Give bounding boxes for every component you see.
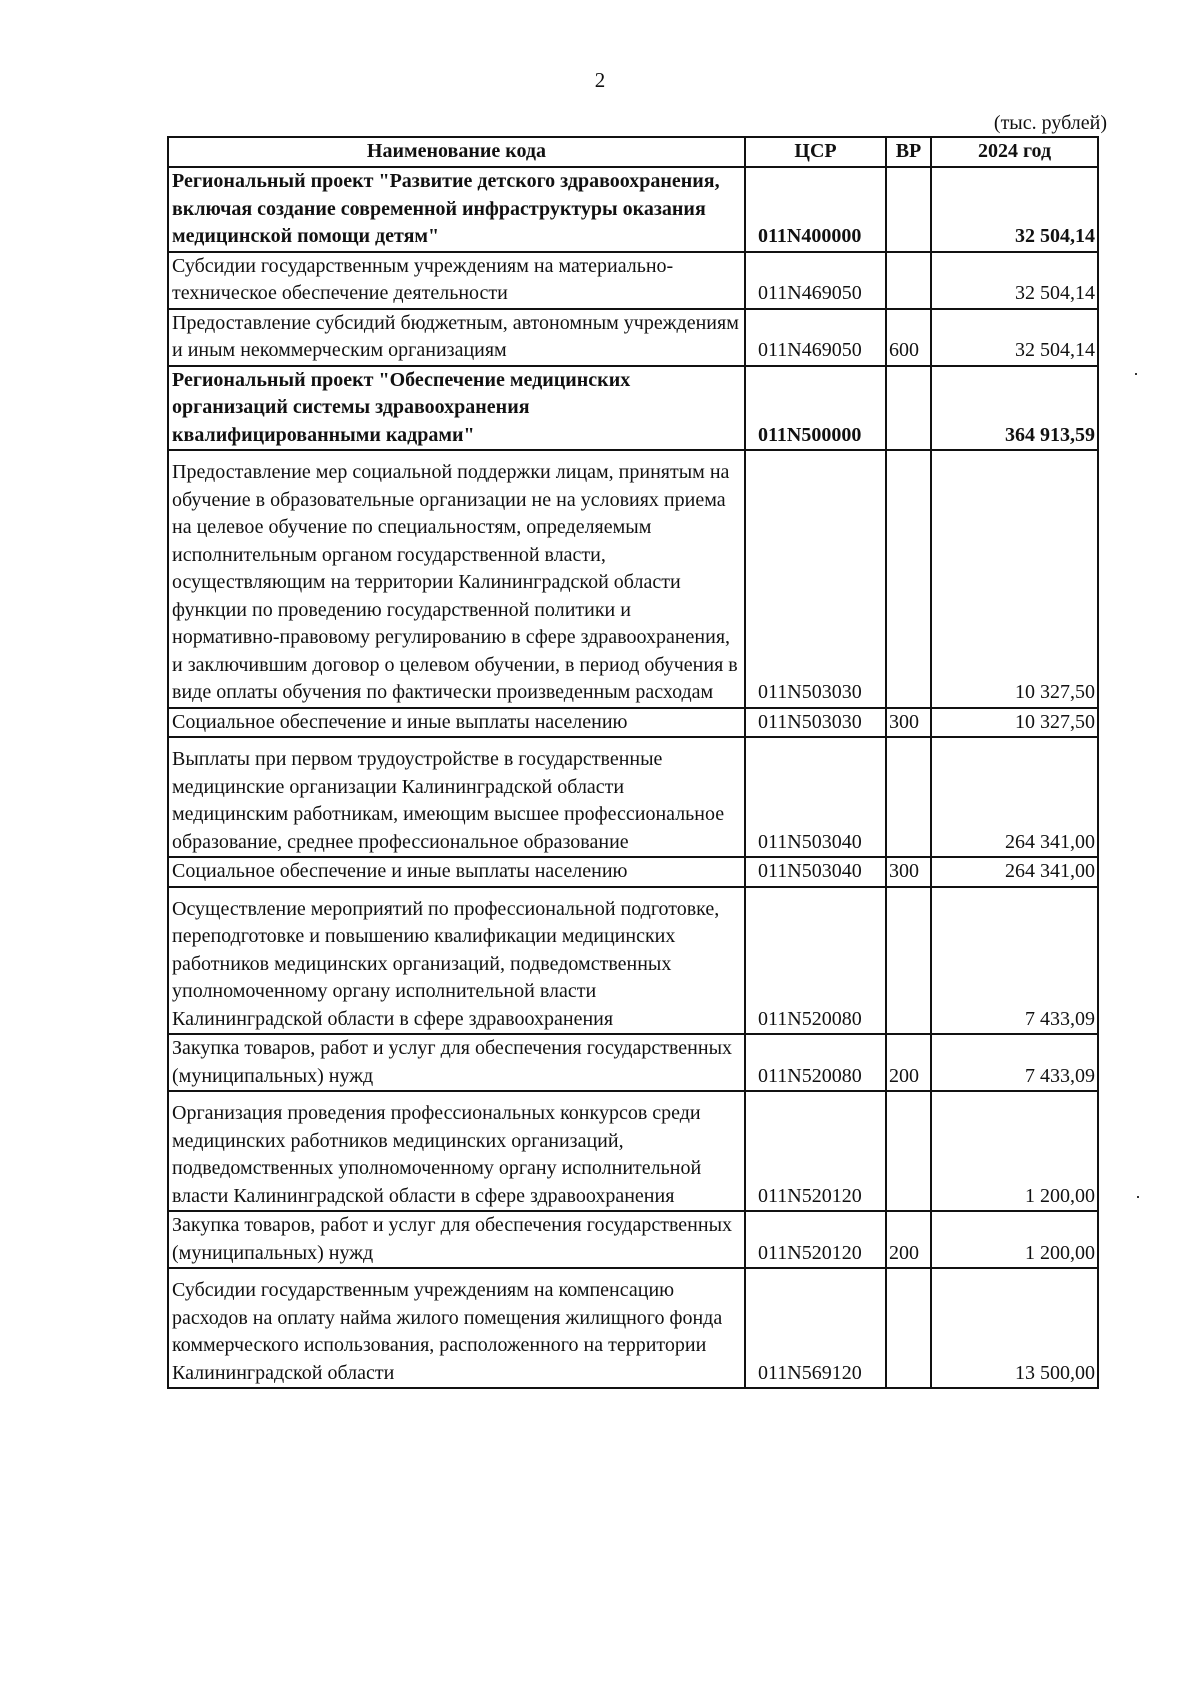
- cell-sum: 32 504,14: [931, 252, 1098, 309]
- page-number: 2: [594, 68, 606, 92]
- cell-vr: [886, 887, 931, 1035]
- cell-csr: 011N400000: [745, 167, 886, 252]
- cell-sum: 264 341,00: [931, 737, 1098, 857]
- table-row: [168, 1211, 1098, 1268]
- cell-name: Субсидии государственным учреждениям на компенсацию расходов на оплату найма жилого помещения жилищного фонда коммерческого использования, расположенного на территории Калининградской области: [168, 1268, 745, 1388]
- cell-name: Закупка товаров, работ и услуг для обеспечения государственных (муниципальных) нужд: [168, 1034, 745, 1091]
- budget-table: [167, 136, 1099, 1389]
- cell-sum: 13 500,00: [931, 1268, 1098, 1388]
- cell-csr: 011N520120: [745, 1091, 886, 1211]
- scan-speck: [1137, 1196, 1139, 1198]
- cell-name: Выплаты при первом трудоустройстве в государственные медицинские организации Калининградской области медицинским работникам, имеющим высшее профессиональное образование, среднее профессиональное образование: [168, 737, 745, 857]
- cell-name: Региональный проект "Обеспечение медицинских организаций системы здравоохранения квалифицированными кадрами": [168, 366, 745, 451]
- cell-vr: [886, 1268, 931, 1388]
- cell-vr: [886, 737, 931, 857]
- cell-sum: 364 913,59: [931, 366, 1098, 451]
- cell-sum: 1 200,00: [931, 1091, 1098, 1211]
- cell-csr: 011N520080: [745, 887, 886, 1035]
- cell-sum: 10 327,50: [931, 450, 1098, 708]
- cell-sum: 32 504,14: [931, 309, 1098, 366]
- table-row: [168, 450, 1098, 708]
- table-row: [168, 737, 1098, 857]
- cell-csr: 011N503030: [745, 708, 886, 738]
- header-year: 2024 год: [931, 137, 1098, 167]
- cell-vr: [886, 167, 931, 252]
- table-row: [168, 252, 1098, 309]
- table-body: [168, 167, 1098, 1388]
- table-row: [168, 1268, 1098, 1388]
- cell-sum: 7 433,09: [931, 887, 1098, 1035]
- cell-name: Социальное обеспечение и иные выплаты населению: [168, 857, 745, 887]
- header-csr: ЦСР: [745, 137, 886, 167]
- cell-vr: 600: [886, 309, 931, 366]
- table-row: [168, 1034, 1098, 1091]
- cell-sum: 10 327,50: [931, 708, 1098, 738]
- scan-speck: [1135, 373, 1137, 375]
- table-row: [168, 887, 1098, 1035]
- cell-vr: 300: [886, 857, 931, 887]
- cell-name: Закупка товаров, работ и услуг для обеспечения государственных (муниципальных) нужд: [168, 1211, 745, 1268]
- cell-sum: 1 200,00: [931, 1211, 1098, 1268]
- cell-name: Предоставление мер социальной поддержки лицам, принятым на обучение в образовательные организации не на условиях приема на целевое обучение по специальностям, определяемым исполнительным органом государственной власти, осуществляющим на территории Калининградской области функции по проведению государственной политики и нормативно-правовому регулированию в сфере здравоохранения, и заключившим договор о целевом обучении, в период обучения в виде оплаты обучения по фактически произведенным расходам: [168, 450, 745, 708]
- cell-csr: 011N503040: [745, 737, 886, 857]
- header-row: [168, 137, 1098, 167]
- cell-csr: 011N469050: [745, 309, 886, 366]
- cell-sum: 264 341,00: [931, 857, 1098, 887]
- cell-name: Субсидии государственным учреждениям на материально-техническое обеспечение деятельности: [168, 252, 745, 309]
- cell-name: Региональный проект "Развитие детского здравоохранения, включая создание современной инфраструктуры оказания медицинской помощи детям": [168, 167, 745, 252]
- cell-vr: [886, 366, 931, 451]
- cell-csr: 011N569120: [745, 1268, 886, 1388]
- table-header: [168, 137, 1098, 167]
- table-row: [168, 857, 1098, 887]
- cell-csr: 011N503030: [745, 450, 886, 708]
- header-vr: ВР: [886, 137, 931, 167]
- cell-vr: [886, 1091, 931, 1211]
- units-note: (тыс. рублей): [993, 112, 1107, 134]
- table-row: [168, 167, 1098, 252]
- header-name: Наименование кода: [168, 137, 745, 167]
- cell-vr: 200: [886, 1034, 931, 1091]
- cell-csr: 011N500000: [745, 366, 886, 451]
- table-row: [168, 1091, 1098, 1211]
- cell-vr: 200: [886, 1211, 931, 1268]
- cell-name: Предоставление субсидий бюджетным, автономным учреждениям и иным некоммерческим организациям: [168, 309, 745, 366]
- cell-sum: 7 433,09: [931, 1034, 1098, 1091]
- table-row: [168, 708, 1098, 738]
- cell-csr: 011N520120: [745, 1211, 886, 1268]
- cell-sum: 32 504,14: [931, 167, 1098, 252]
- cell-vr: [886, 450, 931, 708]
- cell-name: Осуществление мероприятий по профессиональной подготовке, переподготовке и повышению квалификации медицинских работников медицинских организаций, подведомственных уполномоченному органу исполнительной власти Калининградской области в сфере здравоохранения: [168, 887, 745, 1035]
- cell-csr: 011N469050: [745, 252, 886, 309]
- cell-name: Организация проведения профессиональных конкурсов среди медицинских работников медицинских организаций, подведомственных уполномоченному органу исполнительной власти Калининградской области в сфере здравоохранения: [168, 1091, 745, 1211]
- cell-csr: 011N520080: [745, 1034, 886, 1091]
- cell-csr: 011N503040: [745, 857, 886, 887]
- table-row: [168, 309, 1098, 366]
- cell-vr: 300: [886, 708, 931, 738]
- cell-name: Социальное обеспечение и иные выплаты населению: [168, 708, 745, 738]
- table-row: [168, 366, 1098, 451]
- cell-vr: [886, 252, 931, 309]
